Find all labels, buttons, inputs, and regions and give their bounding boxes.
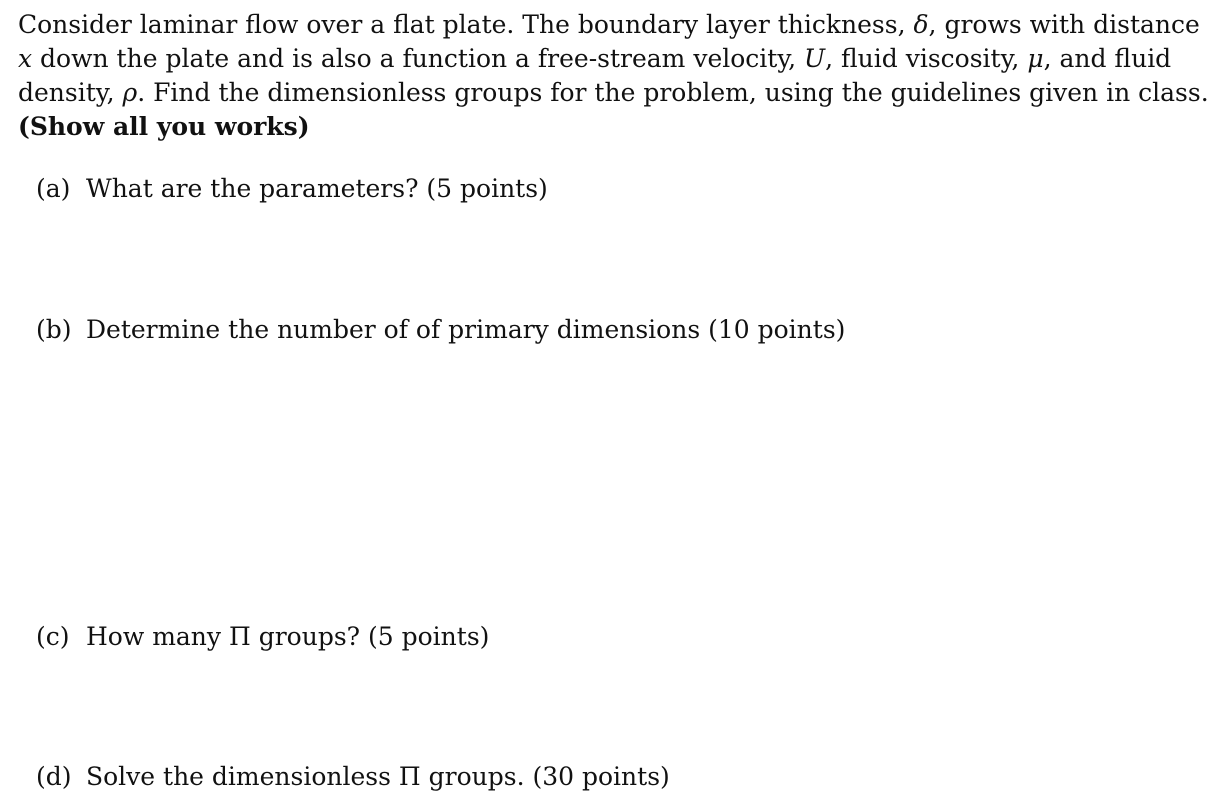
symbol-delta: δ <box>913 10 929 39</box>
statement-text: down the plate and is also a function a free-stream velocity, <box>32 44 797 73</box>
symbol-mu: μ <box>1027 44 1044 73</box>
question-c <box>36 620 489 654</box>
symbol-U: U <box>804 44 826 73</box>
statement-text: , grows with distance <box>928 10 1200 39</box>
question-label: (d) <box>36 762 72 791</box>
symbol-rho: ρ <box>122 78 138 107</box>
question-label: (c) <box>36 622 70 651</box>
question-a <box>36 172 548 206</box>
question-text: Solve the dimensionless Π groups. (30 points) <box>86 762 670 791</box>
statement-line-1 <box>18 8 1200 42</box>
statement-line-2 <box>18 42 1172 76</box>
question-d <box>36 760 670 794</box>
problem-statement <box>18 8 1209 144</box>
question-label: (b) <box>36 315 72 344</box>
statement-text: , and fluid <box>1043 44 1172 73</box>
statement-text: density, <box>18 78 115 107</box>
question-text: How many Π groups? (5 points) <box>86 622 490 651</box>
question-label: (a) <box>36 174 71 203</box>
statement-text: Consider laminar flow over a flat plate. The boundary layer thickness, <box>18 10 906 39</box>
statement-text: . Find the dimensionless groups for the problem, using the guidelines given in class. <box>137 78 1209 107</box>
show-work-instruction: (Show all you works) <box>18 112 310 141</box>
statement-line-3 <box>18 76 1209 110</box>
statement-text: , fluid viscosity, <box>825 44 1020 73</box>
symbol-x: x <box>18 44 33 73</box>
question-text: Determine the number of of primary dimensions (10 points) <box>86 315 846 344</box>
question-text: What are the parameters? (5 points) <box>86 174 548 203</box>
question-b <box>36 313 845 347</box>
